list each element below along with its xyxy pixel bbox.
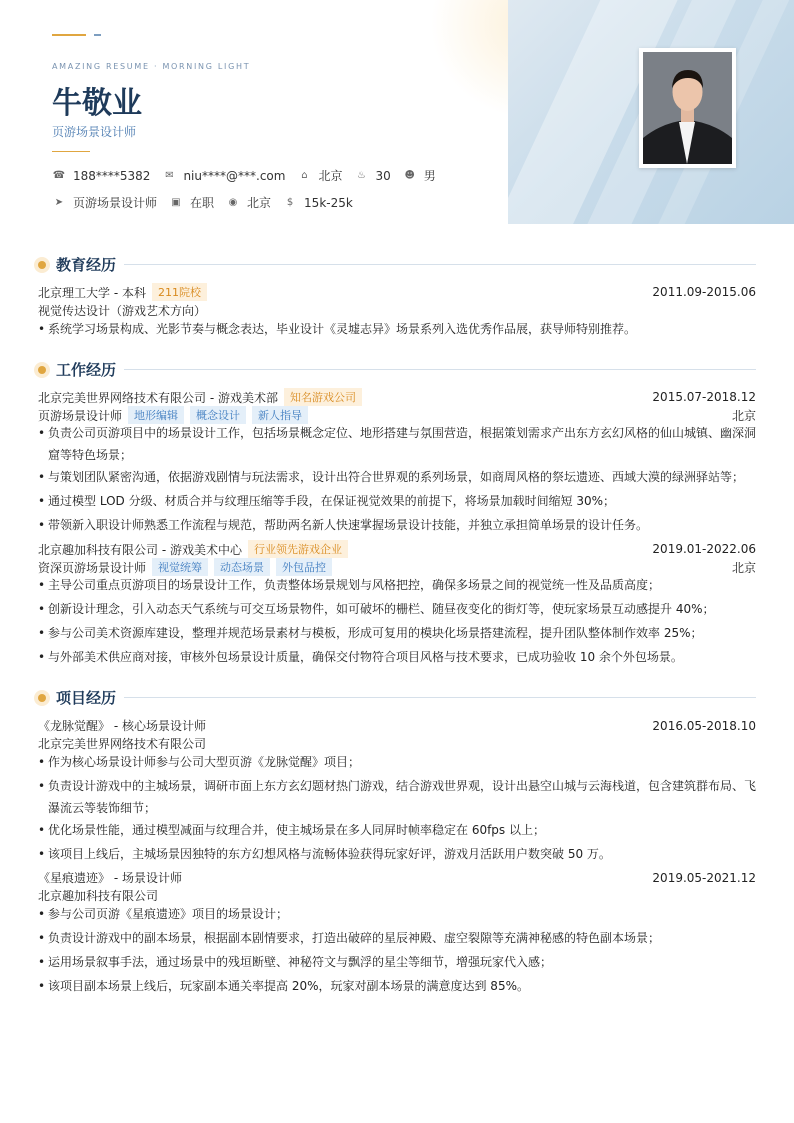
profile-photo	[639, 48, 736, 168]
job-bullet: • 参与公司美术资源库建设，整理并规范场景素材与模板，形成可复用的模块化场景搭建流程，提升团队整体制作效率 25%；	[38, 622, 756, 644]
contact-email: ✉ niu****@***.com	[162, 169, 285, 183]
major: 视觉传达设计（游戏艺术方向）	[38, 304, 207, 318]
skill-tag: 外包品控	[276, 558, 332, 576]
briefcase-icon: ▣	[171, 197, 181, 208]
contact-home: ⌂ 北京	[297, 167, 342, 184]
intent-position: ➤ 页游场景设计师	[52, 194, 157, 211]
section-dot-icon	[38, 261, 46, 269]
project-bullet: • 作为核心场景设计师参与公司大型页游《龙脉觉醒》项目；	[38, 751, 756, 773]
intent-row	[52, 194, 365, 211]
work-section-heading: 工作经历	[34, 359, 756, 380]
project-bullet: • 负责设计游戏中的主城场景，调研市面上东方玄幻题材热门游戏，结合游戏世界观，设计出悬空山城与云海栈道，包含建筑群布局、飞瀑流云等装饰细节；	[38, 775, 756, 819]
skill-tag: 地形编辑	[128, 406, 184, 424]
job-city: 北京	[731, 560, 756, 575]
job-role: 页游场景设计师	[38, 408, 123, 423]
job-company-row	[38, 388, 756, 406]
education-major-row	[38, 302, 756, 319]
job-role: 资深页游场景设计师	[38, 560, 147, 575]
candidate-name: 牛敬业	[52, 86, 142, 121]
location-icon: ◉	[228, 197, 238, 208]
job-bullet: • 与外部美术供应商对接，审核外包场景设计质量，确保交付物符合项目风格与技术要求，已成功验收 10 余个外包场景。	[38, 646, 756, 668]
education-date: 2011.09-2015.06	[652, 285, 756, 299]
project-name: 《龙脉觉醒》 - 核心场景设计师	[38, 719, 206, 733]
school-tag: 211院校	[152, 283, 207, 301]
project-bullet: • 该项目副本场景上线后，玩家副本通关率提高 20%，玩家对副本场景的满意度达到 85%。	[38, 975, 756, 997]
intent-salary: $ 15k-25k	[283, 196, 353, 210]
project-date: 2019.05-2021.12	[652, 870, 756, 885]
candidate-title: 页游场景设计师	[52, 125, 137, 139]
project-section-heading: 项目经历	[34, 687, 756, 708]
job-company: 北京趣加科技有限公司 - 游戏美术中心	[38, 542, 242, 557]
skill-tag: 新人指导	[252, 406, 308, 424]
project-bullet: • 该项目上线后，主城场景因独特的东方幻想风格与流畅体验获得玩家好评，游戏月活跃用户数突破 50 万。	[38, 843, 756, 865]
project-bullet: • 运用场景叙事手法，通过场景中的残垣断壁、神秘符文与飘浮的星尘等细节，增强玩家代入感；	[38, 951, 756, 973]
education-section-heading: 教育经历	[34, 254, 756, 275]
tagline: AMAZING RESUME · MORNING LIGHT	[52, 62, 251, 71]
project-company: 北京完美世界网络技术有限公司	[38, 737, 207, 751]
contact-phone: ☎ 188****5382	[52, 168, 151, 183]
project-company: 北京趣加科技有限公司	[38, 889, 159, 903]
cake-icon: ♨	[356, 170, 366, 181]
project-name-row	[38, 717, 756, 734]
section-dot-icon	[38, 366, 46, 374]
job-bullet: • 与策划团队紧密沟通，依据游戏剧情与玩法需求，设计出符合世界观的系列场景，如商周风格的祭坛遗迹、西域大漠的绿洲驿站等；	[38, 466, 756, 488]
school-name: 北京理工大学 - 本科	[38, 285, 146, 300]
job-city: 北京	[731, 408, 756, 423]
contact-age: ♨ 30	[354, 169, 390, 183]
education-school-row	[38, 283, 756, 301]
send-icon: ➤	[54, 197, 64, 208]
project-bullet: • 负责设计游戏中的副本场景，根据副本剧情要求，打造出破碎的星辰神殿、虚空裂隙等充满神秘感的特色副本场景；	[38, 927, 756, 949]
skill-tag: 视觉统筹	[152, 558, 208, 576]
job-company: 北京完美世界网络技术有限公司 - 游戏美术部	[38, 390, 278, 405]
intent-city: ◉ 北京	[226, 194, 271, 211]
section-dot-icon	[38, 694, 46, 702]
job-date: 2015.07-2018.12	[652, 390, 756, 404]
job-bullet: • 通过模型 LOD 分级、材质合并与纹理压缩等手段，在保证视觉效果的前提下，将场景加载时间缩短 30%；	[38, 490, 756, 512]
accent-line-short	[94, 34, 101, 36]
project-name: 《星痕遗迹》 - 场景设计师	[38, 871, 182, 885]
job-date: 2019.01-2022.06	[652, 542, 756, 556]
project-company-row	[38, 735, 756, 752]
phone-icon: ☎	[52, 170, 66, 181]
salary-icon: $	[286, 197, 294, 208]
accent-line	[52, 34, 86, 36]
skill-tag: 动态场景	[214, 558, 270, 576]
job-bullet: • 创新设计理念，引入动态天气系统与可交互场景物件，如可破坏的栅栏、随昼夜变化的街灯等，使玩家场景互动感提升 40%；	[38, 598, 756, 620]
skill-tag: 概念设计	[190, 406, 246, 424]
job-bullet: • 带领新入职设计师熟悉工作流程与规范，帮助两名新人快速掌握场景设计技能，并独立承担简单场景的设计任务。	[38, 514, 756, 536]
job-bullet: • 负责公司页游项目中的场景设计工作，包括场景概念定位、地形搭建与氛围营造，根据策划需求产出东方玄幻风格的仙山城镇、幽深洞窟等特色场景；	[38, 422, 756, 466]
contact-gender: ☻ 男	[404, 169, 436, 183]
project-bullet: • 参与公司页游《星痕遗迹》项目的场景设计；	[38, 903, 756, 925]
education-bullet: • 系统学习场景构成、光影节奏与概念表达，毕业设计《灵墟志异》场景系列入选优秀作品展，获导师特别推荐。	[38, 318, 756, 340]
project-bullet: • 优化场景性能，通过模型减面与纹理合并，使主城场景在多人同屏时帧率稳定在 60fps 以上；	[38, 819, 756, 841]
project-company-row	[38, 887, 756, 904]
job-company-row	[38, 540, 756, 558]
project-name-row	[38, 869, 756, 886]
project-date: 2016.05-2018.10	[652, 718, 756, 733]
company-tag: 行业领先游戏企业	[248, 540, 348, 558]
gender-icon: ☻	[404, 170, 415, 181]
company-tag: 知名游戏公司	[284, 388, 362, 406]
job-bullet: • 主导公司重点页游项目的场景设计工作，负责整体场景规划与风格把控，确保多场景之间的视觉统一性及品质高度；	[38, 574, 756, 596]
contact-row	[52, 167, 448, 184]
title-divider	[52, 151, 90, 152]
home-icon: ⌂	[301, 170, 308, 181]
mail-icon: ✉	[165, 170, 174, 181]
portrait-image	[643, 52, 732, 164]
intent-status: ▣ 在职	[169, 194, 214, 211]
